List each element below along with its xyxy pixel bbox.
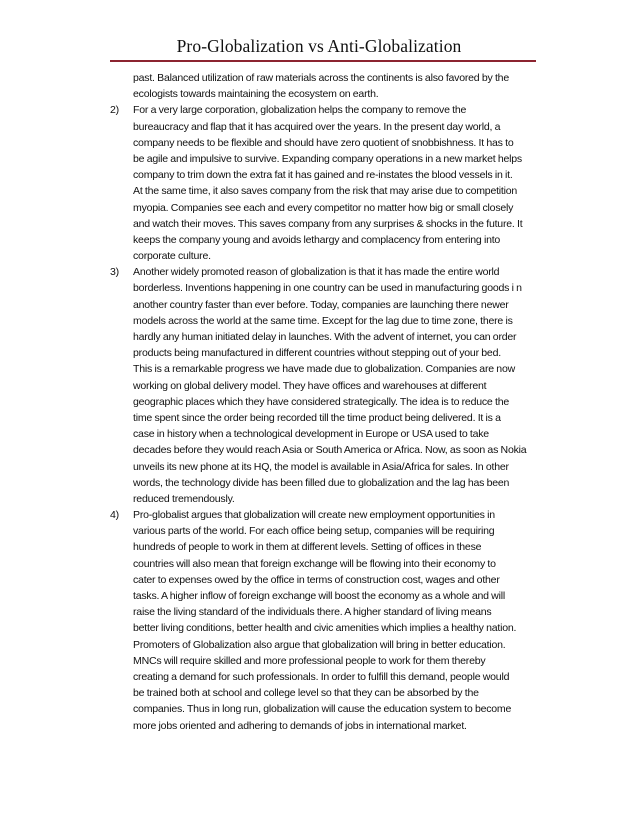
numbered-list <box>110 102 540 733</box>
list-item-number: 4) <box>110 509 119 522</box>
document-body <box>110 70 540 734</box>
text-line: working on global delivery model. They have offices and warehouses at different <box>133 379 487 392</box>
list-item-first-line <box>110 264 540 280</box>
text-line: borderless. Inventions happening in one country can be used in manufacturing goods i n <box>133 282 522 295</box>
continuation-paragraph <box>110 70 540 102</box>
text-line: reduced tremendously. <box>133 492 235 505</box>
text-line: raise the living standard of the individuals there. A higher standard of living means <box>133 606 492 619</box>
text-line: countries will also mean that foreign exchange will be flowing into their economy to <box>133 557 496 570</box>
text-line: company to trim down the extra fat it has gained and re-instates the blood vessels in it. <box>133 169 513 182</box>
text-line: cater to expenses owed by the office in terms of construction cost, wages and other <box>133 573 500 586</box>
text-line: keeps the company young and avoids lethargy and complacency from entering into <box>133 233 501 246</box>
text-line: various parts of the world. For each office being setup, companies will be requiring <box>133 525 495 538</box>
text-line: products being manufactured in different countries without stepping out of your bed. <box>133 347 501 360</box>
text-line: Pro-globalist argues that globalization will create new employment opportunities in <box>133 509 495 522</box>
text-line: another country faster than ever before. Today, companies are launching there newer <box>133 298 509 311</box>
text-line: models across the world at the same time. Except for the lag due to time zone, there is <box>133 314 513 327</box>
page-title: Pro-Globalization vs Anti-Globalization <box>176 36 462 56</box>
text-line: Another widely promoted reason of globalization is that it has made the entire world <box>133 266 500 279</box>
text-line: words, the technology divide has been filled due to globalization and the lag has been <box>133 476 510 489</box>
list-item-first-line <box>110 102 540 118</box>
text-line: be trained both at school and college level so that they can be absorbed by the <box>133 687 479 700</box>
text-line: hundreds of people to work in them at different levels. Setting of offices in these <box>133 541 482 554</box>
text-line: past. Balanced utilization of raw materials across the continents is also favored by the <box>133 72 509 84</box>
list-item <box>110 102 540 264</box>
header-divider <box>110 60 536 62</box>
list-item <box>110 264 540 507</box>
text-line: bureaucracy and flap that it has acquired over the years. In the present day world, a <box>133 120 501 133</box>
list-item-number: 3) <box>110 266 119 279</box>
text-line: ecologists towards maintaining the ecosystem on earth. <box>133 88 379 101</box>
text-line: time spent since the order being recorded till the time product being delivered. It is a <box>133 411 501 424</box>
text-line: be agile and impulsive to survive. Expanding company operations in a new market helps <box>133 152 522 165</box>
text-line: geographic places which they have considered strategically. The idea is to reduce the <box>133 395 509 408</box>
text-line: more jobs oriented and adhering to demands of jobs in international market. <box>133 719 467 732</box>
text-line: corporate culture. <box>133 250 211 263</box>
text-line: decades before they would reach Asia or South America or Africa. Now, as soon as Nokia <box>133 444 527 457</box>
text-line: company needs to be flexible and should have zero quotient of snobbishness. It has to <box>133 136 514 149</box>
list-item-number: 2) <box>110 104 119 117</box>
text-line: tasks. A higher inflow of foreign exchange will boost the economy as a whole and will <box>133 590 505 602</box>
text-line: hardly any human initiated delay in launches. With the advent of internet, you can order <box>133 331 517 343</box>
text-line: myopia. Companies see each and every competitor no matter how big or small closely <box>133 201 514 214</box>
text-line: This is a remarkable progress we have made due to globalization. Companies are now <box>133 363 515 376</box>
text-line: and watch their moves. This saves company from any surprises & shocks in the future. It <box>133 217 523 230</box>
list-item <box>110 507 540 734</box>
list-item-first-line <box>110 507 540 523</box>
text-line: MNCs will require skilled and more professional people to work for them thereby <box>133 654 486 667</box>
text-line: Promoters of Globalization also argue that globalization will bring in better education. <box>133 638 506 651</box>
text-line: companies. Thus in long run, globalization will cause the education system to become <box>133 703 512 716</box>
text-line: better living conditions, better health and civic amenities which implies a healthy nation. <box>133 622 517 635</box>
text-line: creating a demand for such professionals. In order to fulfill this demand, people would <box>133 670 510 683</box>
text-line: case in history when a technological development in Europe or USA used to take <box>133 428 489 441</box>
text-line: For a very large corporation, globalization helps the company to remove the <box>133 104 467 117</box>
text-line: unveils its new phone at its HQ, the model is available in Asia/Africa for sales. In other <box>133 460 509 473</box>
text-line: At the same time, it also saves company from the risk that may arise due to competition <box>133 185 518 198</box>
